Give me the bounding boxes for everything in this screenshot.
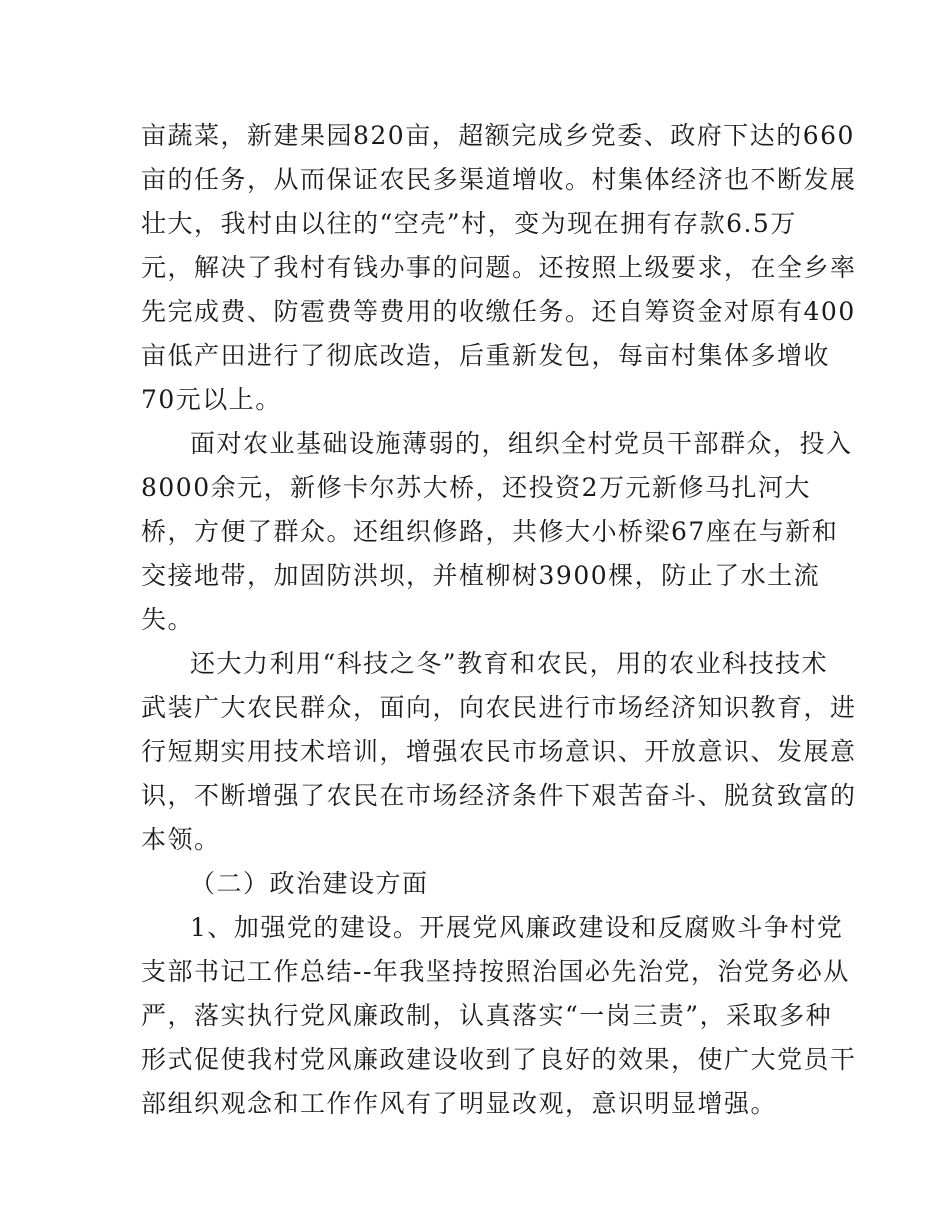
text-line: 桥，方便了群众。还组织修路，共修大小桥梁67座在与新和 [141,517,839,546]
paragraph-first-line: 还大力利用“科技之冬”教育和农民，用的农业科技技术 [190,649,829,678]
text-line: 部组织观念和工作作风有了明显改观，意识明显增强。 [141,1089,778,1118]
text-line: 先完成费、防雹费等费用的收缴任务。还自筹资金对原有400 [141,297,856,326]
text-line: 元，解决了我村有钱办事的问题。还按照上级要求，在全乡率 [141,253,857,282]
text-line: 形式促使我村党风廉政建设收到了良好的效果，使广大党员干 [141,1045,857,1074]
text-line: 亩低产田进行了彻底改造，后重新发包，每亩村集体多增收 [141,341,831,370]
text-line: 亩的任务，从而保证农民多渠道增收。村集体经济也不断发展 [141,165,857,194]
text-line: 交接地带，加固防洪坝，并植柳树3900棵，防止了水土流 [141,561,821,590]
paragraph-first-line: 1、加强党的建设。开展党风廉政建设和反腐败斗争村党 [190,913,844,942]
text-line: 行短期实用技术培训，增强农民市场意识、开放意识、发展意 [141,737,857,766]
text-line: 亩蔬菜，新建果园820亩，超额完成乡党委、政府下达的660 [141,121,855,150]
text-line: 失。 [141,605,195,634]
text-line: 8000余元，新修卡尔苏大桥，还投资2万元新修马扎河大 [141,473,812,502]
text-line: 壮大，我村由以往的“空壳”村，变为现在拥有存款6.5万 [141,209,797,238]
text-line: 武装广大农民群众，面向，向农民进行市场经济知识教育，进 [141,693,857,722]
text-line: 识，不断增强了农民在市场经济条件下艰苦奋斗、脱贫致富的 [141,781,857,810]
paragraph-first-line: 面对农业基础设施薄弱的，组织全村党员干部群众，投入 [190,429,853,458]
text-line: 70元以上。 [141,385,282,414]
section-heading: （二）政治建设方面 [190,869,429,898]
text-line: 支部书记工作总结--年我坚持按照治国必先治党，治党务必从 [141,957,850,986]
text-line: 本领。 [141,825,221,854]
text-line: 严，落实执行党风廉政制，认真落实“一岗三责”，采取多种 [141,1001,833,1030]
